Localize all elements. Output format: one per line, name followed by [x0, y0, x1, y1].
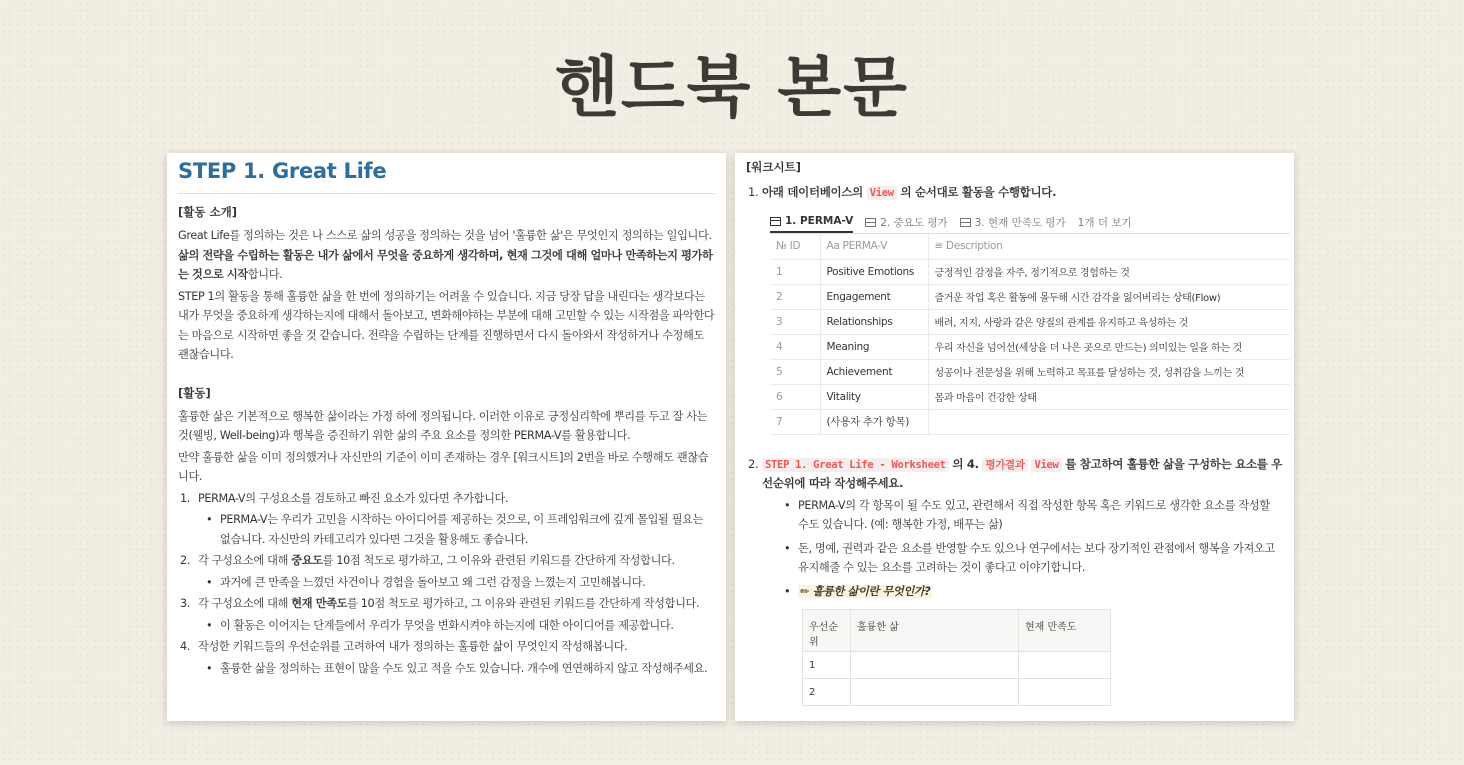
row-description: 성공이나 전문성을 위해 노력하고 목표를 달성하는 것, 성취감을 느끼는 것 — [928, 359, 1290, 384]
list-item: 3. 각 구성요소에 대해 현재 만족도를 10점 척도로 평가하고, 그 이유와 관련된 키워드를 간단하게 작성합니다. — [180, 597, 700, 610]
list-item: • PERMA-V는 우리가 고민을 시작하는 아이디어를 제공하는 것으로, 이 프레임워크에 깊게 몰입될 필요는 없습니다. 자신만의 카테고리가 있다면 그것을 활용해도 좋습니다. — [206, 513, 704, 546]
col-priority-header: 우선순위 — [803, 610, 851, 652]
list-item: • 이 활동은 이어지는 단계들에서 우리가 무엇을 변화시켜야 하는지에 대한 아이디어를 제공합니다. — [206, 618, 674, 632]
table-icon — [865, 218, 876, 227]
activity-steps — [178, 489, 715, 679]
perma-v-table — [770, 234, 1290, 435]
col-desc-header[interactable]: ≡ Description — [928, 234, 1290, 259]
col-id-header[interactable]: № ID — [770, 234, 820, 259]
row-id: 4 — [770, 334, 820, 359]
list-item: • 훌륭한 삶을 정의하는 표현이 많을 수도 있고 적을 수도 있습니다. 개수에 연연해하지 않고 작성해주세요. — [206, 661, 708, 675]
table-row[interactable] — [770, 359, 1290, 384]
table-row[interactable] — [770, 409, 1290, 434]
table-row[interactable]: 1 — [803, 652, 1111, 679]
result-code-tag: 평가결과 — [982, 458, 1027, 472]
row-name[interactable]: Engagement — [820, 284, 928, 309]
page-title: 핸드북 본문 — [555, 49, 909, 126]
activity-paragraph-2: 만약 훌륭한 삶을 이미 정의했거나 자신만의 기준이 이미 존재하는 경우 [워크시트]의 2번을 바로 수행해도 괜찮습니다. — [178, 450, 709, 483]
worksheet-item-2: 2. STEP 1. Great Life - Worksheet 의 4. 평가결과 View 를 참고하여 훌륭한 삶을 구성하는 요소를 우선순위에 따라 작성해주세요. — [748, 456, 1283, 490]
list-item: 1. PERMA-V의 구성요소를 검토하고 빠진 요소가 있다면 추가합니다. — [180, 491, 509, 505]
table-row[interactable] — [770, 334, 1290, 359]
list-item: • PERMA-V의 각 항목이 될 수도 있고, 관련해서 직접 작성한 항목 혹은 키워드로 생각한 요소를 작성할 수도 있습니다. (예: 행복한 가정, 배푸는 삶) — [784, 498, 1270, 531]
intro-heading: [활동 소개] — [178, 205, 237, 219]
table-row[interactable] — [770, 284, 1290, 309]
pencil-icon: ✏ — [800, 584, 810, 598]
activity-paragraph-1: 훌륭한 삶은 기본적으로 행복한 삶이라는 가정 하에 정의됩니다. 이러한 이유로 긍정심리학에 뿌리를 두고 잘 사는 것(웰빙, Well-being)과 행복을 증진하기 위한 삶의 주요 요소를 정의한 PERMA-V를 활용합니다. — [178, 409, 708, 442]
worksheet-code-tag: STEP 1. Great Life - Worksheet — [762, 458, 949, 472]
table-row[interactable] — [770, 259, 1290, 284]
row-description: 배려, 지지, 사랑과 같은 양질의 관계를 유지하고 육성하는 것 — [928, 309, 1290, 334]
row-id: 2 — [770, 284, 820, 309]
row-id: 3 — [770, 309, 820, 334]
list-item: 4. 작성한 키워드들의 우선순위를 고려하여 내가 정의하는 훌륭한 삶이 무엇인지 작성해봅니다. — [180, 640, 628, 653]
row-name[interactable]: Positive Emotions — [820, 259, 928, 284]
row-name[interactable]: Achievement — [820, 359, 928, 384]
view-code-tag: View — [867, 186, 897, 200]
row-id: 5 — [770, 359, 820, 384]
row-id: 1 — [770, 259, 820, 284]
right-page-panel — [735, 153, 1294, 721]
row-description: 몸과 마음이 건강한 상태 — [928, 384, 1290, 409]
tab-importance[interactable]: 2. 중요도 평가 — [865, 215, 947, 230]
row-id: 6 — [770, 384, 820, 409]
row-name[interactable]: Relationships — [820, 309, 928, 334]
row-name[interactable]: Vitality — [820, 384, 928, 409]
table-header-row — [770, 234, 1290, 259]
row-name[interactable]: Meaning — [820, 334, 928, 359]
table-icon — [770, 217, 781, 226]
table-header-row — [803, 610, 1111, 652]
tab-satisfaction[interactable]: 3. 현재 만족도 평가 — [960, 215, 1066, 230]
left-page-panel — [167, 153, 726, 721]
col-great-life-header: 훌륭한 삶 — [851, 610, 1019, 652]
table-row[interactable] — [770, 309, 1290, 334]
list-item: 2. 각 구성요소에 대해 중요도를 10점 척도로 평가하고, 그 이유와 관련된 키워드를 간단하게 작성합니다. — [180, 554, 675, 567]
col-name-header[interactable]: Aa PERMA-V — [820, 234, 928, 259]
list-item: • 과거에 큰 만족을 느꼈던 사건이나 경험을 돌아보고 왜 그런 감정을 느꼈는지 고민해봅니다. — [206, 575, 646, 589]
list-item: • 돈, 명예, 권력과 같은 요소를 반영할 수도 있으나 연구에서는 보다 장기적인 관점에서 행복을 가져오고 유지해줄 수 있는 요소를 고려하는 것이 좋다고 이야기합니다. — [784, 541, 1275, 574]
view-code-tag: View — [1031, 458, 1061, 472]
toggle-great-life[interactable]: • ✏ 훌륭한 삶이란 무엇인가? — [784, 584, 931, 598]
table-row[interactable]: 2 — [803, 679, 1111, 706]
row-name[interactable]: (사용자 추가 항목) — [820, 409, 928, 434]
database-view-tabs — [770, 212, 1290, 234]
row-id: 7 — [770, 409, 820, 434]
tab-perma-v[interactable]: 1. PERMA-V — [770, 215, 853, 233]
worksheet-item-1: 1. 아래 데이터베이스의 View 의 순서대로 활동을 수행합니다. — [748, 185, 1057, 199]
row-description: 우리 자신을 넘어선(세상을 더 나은 곳으로 만드는) 의미있는 일을 하는 것 — [928, 334, 1290, 359]
intro-paragraph-1: Great Life를 정의하는 것은 나 스스로 삶의 성공을 정의하는 것을 넘어 '훌륭한 삶'은 무엇인지 정의하는 일입니다. 삶의 전략을 수립하는 활동은 내가 삶에서 무엇을 중요하게 생각하며, 현재 그것에 대해 얼마나 만족하는지 평가하는 것으로 시작합니다. — [178, 229, 713, 281]
great-life-table — [802, 609, 1111, 706]
table-row[interactable] — [770, 384, 1290, 409]
row-description — [928, 409, 1290, 434]
step-title: STEP 1. Great Life — [178, 159, 715, 194]
worksheet-heading: [워크시트] — [746, 160, 801, 174]
table-icon — [960, 218, 971, 227]
row-description: 긍정적인 감정을 자주, 정기적으로 경험하는 것 — [928, 259, 1290, 284]
activity-heading: [활동] — [178, 385, 211, 400]
more-views-link[interactable]: 1개 더 보기 — [1077, 217, 1132, 229]
row-description: 즐거운 작업 혹은 활동에 몰두해 시간 감각을 잃어버리는 상태(Flow) — [928, 284, 1290, 309]
intro-paragraph-2: STEP 1의 활동을 통해 훌륭한 삶을 한 번에 정의하기는 어려울 수 있습니다. 지금 당장 답을 내린다는 생각보다는 내가 무엇을 중요하게 생각하는지에 대해서 돌아보고, 변화해야하는 부분에 대해 고민할 수 있는 시작점을 파악한다는 마음으로 시작하면 좋을 것 같습니다. 전략을 수립하는 단계를 진행하면서 다시 돌아와서 작성하거나 수정해도 괜찮습니다. — [178, 289, 715, 361]
col-satisfaction-header: 현재 만족도 — [1019, 610, 1111, 652]
